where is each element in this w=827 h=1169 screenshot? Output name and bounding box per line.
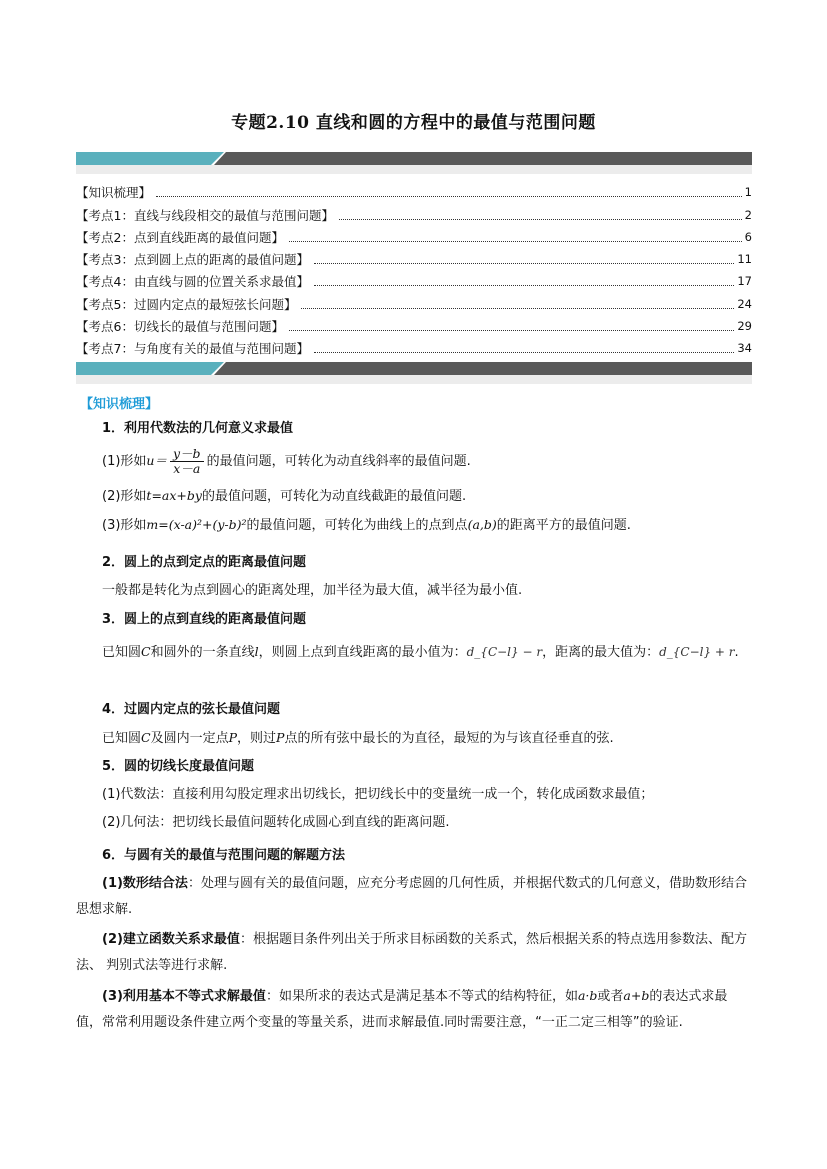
text: (3)形如 — [102, 518, 147, 533]
subsection-heading: 1．利用代数法的几何意义求最值 — [102, 421, 294, 436]
text: ，则圆上点到直线距离的最小值为： — [258, 645, 467, 660]
paragraph: 一般都是转化为点到圆心的距离处理，加半径为最大值，减半径为最小值. — [102, 583, 523, 598]
text: (2)形如 — [102, 489, 147, 504]
knowledge-section-6 — [76, 843, 752, 1036]
toc-row[interactable] — [76, 200, 752, 222]
fraction — [170, 447, 204, 476]
toc-label: 【考点4：由直线与圆的位置关系求最值】 — [76, 274, 309, 290]
knowledge-section-1 — [76, 419, 752, 536]
header-band-bottom — [76, 362, 752, 375]
text: ：根据题目条件列出关于所求目标函数的关系式，然后根据关系的特点选用参数法、配方法、 判别式法等进行求解. — [76, 932, 747, 973]
paragraph — [76, 515, 752, 536]
toc-leader-dots — [314, 351, 734, 353]
toc-page-number: 6 — [744, 229, 752, 244]
toc-leader-dots — [339, 218, 742, 220]
text: 的最值问题，可转化为动直线截距的最值问题. — [201, 489, 467, 504]
formula: (a,b) — [467, 517, 497, 532]
band-dark-segment — [226, 152, 752, 165]
text: 的距离平方的最值问题. — [496, 518, 631, 533]
text: 和圆外的一条直线 — [150, 645, 255, 660]
paragraph — [76, 927, 752, 979]
toc-page-number: 2 — [744, 207, 752, 222]
subsection-heading: 3．圆上的点到直线的距离最值问题 — [102, 612, 307, 627]
paragraph — [76, 728, 752, 749]
toc-page-number: 34 — [737, 341, 752, 356]
toc-row[interactable] — [76, 267, 752, 289]
toc-label: 【考点2：点到直线距离的最值问题】 — [76, 229, 284, 245]
text: 已知圆 — [102, 731, 142, 746]
toc-page-number: 24 — [737, 296, 752, 311]
formula-max-distance: d_{C−l} + r — [659, 645, 735, 659]
toc-label: 【知识梳理】 — [76, 185, 152, 201]
formula-var: C — [141, 730, 151, 745]
formula-var: u＝ — [146, 453, 167, 468]
toc-row[interactable] — [76, 223, 752, 245]
toc-leader-dots — [156, 195, 742, 197]
band-dark-segment — [226, 362, 752, 375]
section-heading: 【知识梳理】 — [80, 397, 159, 412]
toc-leader-dots — [289, 329, 734, 331]
band-teal-segment — [76, 362, 211, 375]
band-shadow-bottom — [76, 375, 752, 384]
text: ：处理与圆有关的最值问题，应充分考虑圆的几何性质，并根据代数式的几何意义，借助数形结合思想求解. — [76, 876, 747, 917]
toc-label: 【考点6：切线长的最值与范围问题】 — [76, 319, 284, 335]
band-teal-segment — [76, 152, 211, 165]
text: 已知圆 — [102, 645, 142, 660]
toc-page-number: 11 — [737, 252, 752, 267]
text: 或者 — [597, 989, 624, 1004]
toc-label: 【考点3：点到圆上点的距离的最值问题】 — [76, 252, 309, 268]
method-label: (3)利用基本不等式求解最值 — [102, 989, 266, 1004]
toc-leader-dots — [289, 240, 742, 242]
formula: a·b — [577, 988, 598, 1003]
text: . — [734, 645, 739, 660]
formula-var: P — [276, 730, 285, 745]
toc-row[interactable] — [76, 178, 752, 200]
text: 的表达式求最值，常常利用题设条件建立两个变量的等量关系，进而求解最值.同时需要注意，“一正二定三相等”的验证. — [76, 989, 728, 1030]
text: 及圆内一定点 — [150, 731, 229, 746]
paragraph — [76, 638, 752, 667]
text: 点的所有弦中最长的为直径，最短的为与该直径垂直的弦. — [284, 731, 614, 746]
text: 的最值问题，可转化为动直线斜率的最值问题. — [206, 454, 471, 469]
toc-row[interactable] — [76, 334, 752, 356]
formula-var: l — [254, 644, 259, 659]
toc-page-number: 17 — [737, 274, 752, 289]
toc-label: 【考点5：过圆内定点的最短弦长问题】 — [76, 296, 297, 312]
paragraph — [76, 983, 752, 1036]
text: 的最值问题，可转化为曲线上的点到点 — [246, 518, 468, 533]
formula-min-distance: d_{C−l} − r — [466, 645, 543, 659]
formula-var: C — [141, 644, 151, 659]
page-title: 专题2.10 直线和圆的方程中的最值与范围问题 — [231, 113, 596, 133]
formula-var: P — [228, 730, 238, 745]
knowledge-section-3 — [76, 610, 752, 667]
toc-leader-dots — [301, 307, 734, 309]
formula: t=ax+by — [146, 488, 202, 503]
table-of-contents — [76, 178, 752, 356]
toc-row[interactable] — [76, 312, 752, 334]
paragraph — [76, 871, 752, 923]
text: ，则过 — [237, 731, 277, 746]
paragraph: (2)几何法：把切线长最值问题转化成圆心到直线的距离问题. — [102, 815, 450, 830]
toc-page-number: 29 — [737, 319, 752, 334]
text: ，距离的最大值为： — [542, 645, 660, 660]
subsection-heading: 6．与圆有关的最值与范围问题的解题方法 — [102, 848, 346, 863]
method-label: (2)建立函数关系求最值 — [102, 932, 240, 947]
toc-leader-dots — [314, 262, 734, 264]
header-band-top — [76, 152, 752, 165]
fraction-denominator: x－a — [173, 461, 201, 476]
text: ：如果所求的表达式是满足基本不等式的结构特征，如 — [265, 989, 578, 1004]
fraction-numerator: y－b — [170, 447, 204, 462]
toc-label: 【考点7：与角度有关的最值与范围问题】 — [76, 341, 309, 357]
formula: a+b — [623, 988, 650, 1003]
subsection-heading: 4．过圆内定点的弦长最值问题 — [102, 702, 281, 717]
band-shadow-top — [76, 165, 752, 174]
subsection-heading: 5．圆的切线长度最值问题 — [102, 759, 255, 774]
text: (1)形如 — [102, 454, 147, 469]
knowledge-section-2 — [76, 553, 752, 601]
toc-label: 【考点1：直线与线段相交的最值与范围问题】 — [76, 207, 334, 223]
formula: m=(x-a)²+(y-b)² — [146, 517, 247, 532]
paragraph — [76, 486, 752, 507]
subsection-heading: 2．圆上的点到定点的距离最值问题 — [102, 555, 307, 570]
toc-page-number: 1 — [744, 185, 752, 200]
toc-row[interactable] — [76, 289, 752, 311]
knowledge-section-4 — [76, 700, 752, 749]
toc-row[interactable] — [76, 245, 752, 267]
method-label: (1)数形结合法 — [102, 876, 188, 891]
knowledge-section-5 — [76, 757, 752, 833]
paragraph: (1)代数法：直接利用勾股定理求出切线长，把切线长中的变量统一成一个，转化成函数求最值； — [102, 787, 654, 802]
toc-leader-dots — [314, 284, 734, 286]
paragraph — [76, 445, 752, 478]
